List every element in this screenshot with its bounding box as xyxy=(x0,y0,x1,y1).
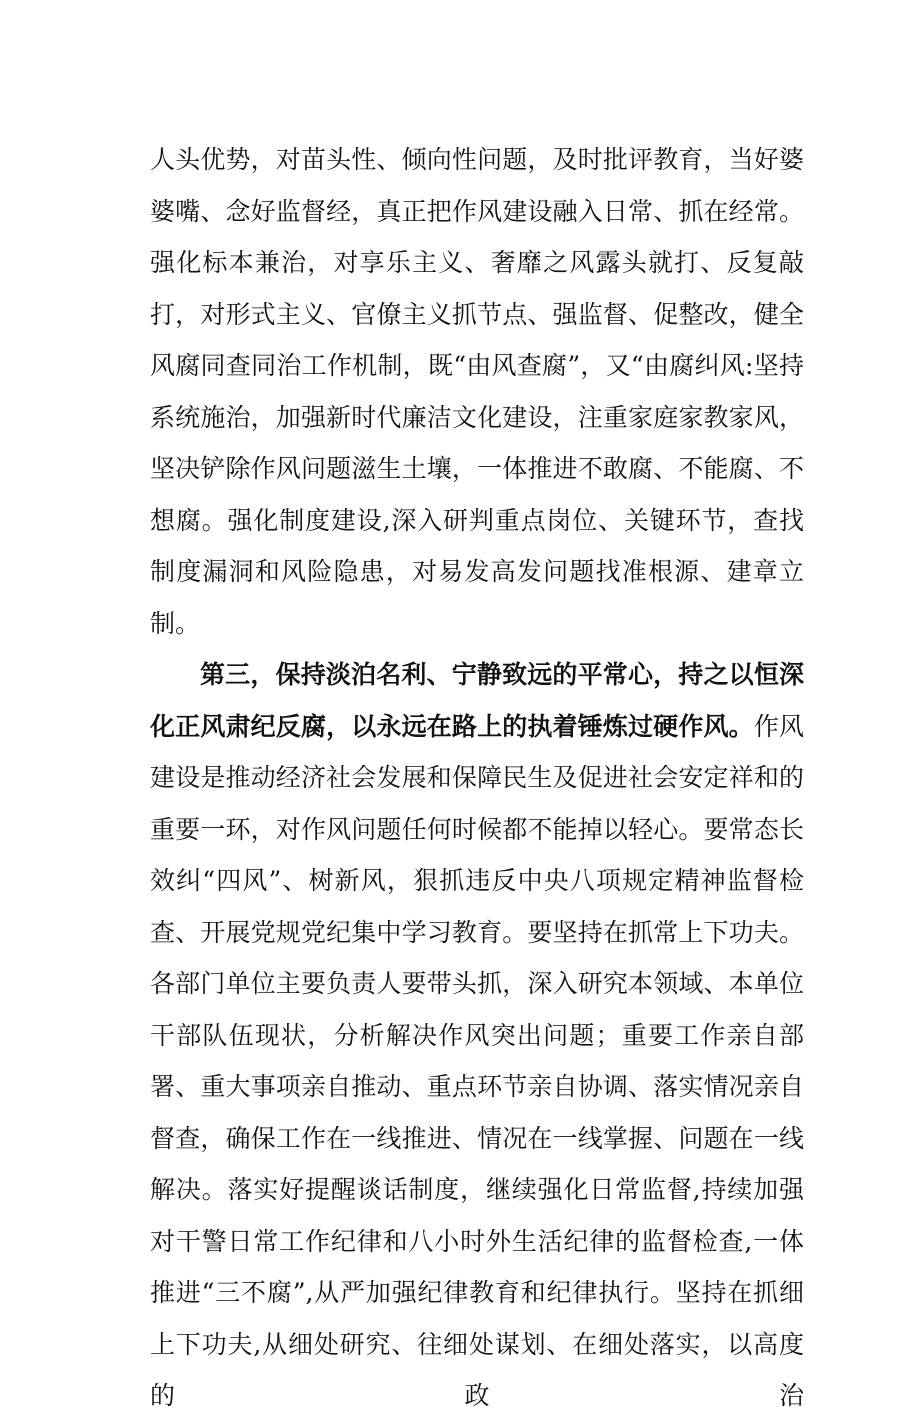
paragraph-2 xyxy=(150,649,804,1422)
document-body xyxy=(150,134,804,1422)
paragraph-2-body: 作风建设是推动经济社会发展和保障民生及促进社会安定祥和的重要一环，对作风问题任何时候都不能掉以轻心。要常态长效纠“四风”、树新风，狠抓违反中央八项规定精神监督检查、开展党规党纪集中学习教育。要坚持在抓常上下功夫。各部门单位主要负责人要带头抓，深入研究本领域、本单位干部队伍现状，分析解决作风突出问题；重要工作亲自部署、重大事项亲自推动、重点环节亲自协调、落实情况亲自督查，确保工作在一线推进、情况在一线掌握、问题在一线解决。落实好提醒谈话制度，继续强化日常监督,持续加强对干警日常工作纪律和八小时外生活纪律的监督检查,一体推进“三不腐”,从严加强纪律教育和纪律执行。坚持在抓细上下功夫,从细处研究、往细处谋划、在细处落实，以高度的政治 xyxy=(150,711,804,1410)
paragraph-1: 人头优势，对苗头性、倾向性问题，及时批评教育，当好婆婆嘴、念好监督经，真正把作风建设融入日常、抓在经常。强化标本兼治，对享乐主义、奢靡之风露头就打、反复敲打，对形式主义、官僚主义抓节点、强监督、促整改，健全风腐同查同治工作机制，既“由风查腐”，又“由腐纠风:坚持系统施治，加强新时代廉洁文化建设，注重家庭家教家风，坚决铲除作风问题滋生土壤，一体推进不敢腐、不能腐、不想腐。强化制度建设,深入研判重点岗位、关键环节，查找制度漏洞和风险隐患，对易发高发问题找准根源、建章立制。 xyxy=(150,145,804,638)
paragraph-2-heading: 第三，保持淡泊名利、宁静致远的平常心，持之以恒深化正风肃纪反腐，以永远在路上的执着锤炼过硬作风。 xyxy=(150,660,804,741)
